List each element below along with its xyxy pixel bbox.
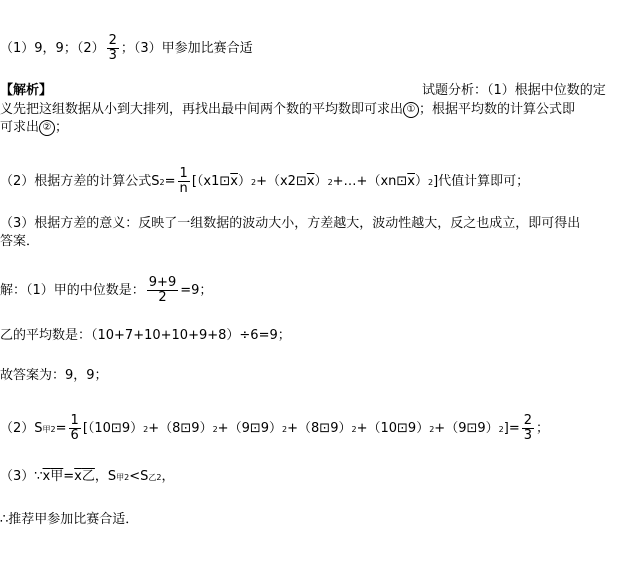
answer-part3: ；（3）甲参加比赛合适 bbox=[120, 41, 253, 56]
variance-result-fraction: $\frac{2}{3}$ bbox=[523, 413, 532, 443]
variance-one-sixth: $\frac{1}{6}$ bbox=[70, 413, 79, 443]
solution-conclusion: ∴推荐甲参加比赛合适． bbox=[0, 512, 139, 527]
median-fraction: $\frac{9+9}{2}$ bbox=[148, 275, 177, 305]
circle-one: ① bbox=[403, 102, 419, 118]
answer-line bbox=[0, 34, 253, 63]
analysis-header bbox=[0, 82, 630, 100]
analysis-line3: 可求出 ② ； bbox=[0, 120, 69, 135]
meaning-line2: 答案． bbox=[0, 234, 40, 249]
analysis-line2: 义先把这组数据从小到大排列，再找出最中间两个数的平均数即可求出 ① ；根据平均数的计算公式即 bbox=[0, 102, 576, 117]
solution-variance: （2）S甲2= $\frac{1}{6}$ [（10⊡9）2+（8⊡9）2+（9⊡9）2+（8⊡9）2+（10⊡9）2+（9⊡9）2]= $\frac{2}{3}$ ； bbox=[0, 413, 550, 443]
circle-two: ② bbox=[39, 120, 55, 136]
variance-formula: （2）根据方差的计算公式S2= $\frac{1}{n}$ $[(x1⊡\overline{x})2+(x2⊡\overline{x})2+\dots+(xn⊡\overline{x})2]$代值计算即可； bbox=[0, 166, 530, 196]
answer-fraction: $\frac{2}{3}$ bbox=[108, 33, 117, 63]
analysis-intro: 试题分析：（1）根据中位数的定 bbox=[422, 83, 606, 98]
solution-median: 解：（1）甲的中位数是： $\frac{9+9}{2}$ =9； bbox=[0, 275, 213, 305]
solution-answer: 故答案为：9，9； bbox=[0, 368, 108, 383]
variance-fraction: $\frac{1}{n}$ bbox=[179, 166, 188, 196]
solution-compare: $(3)\because\overline{x}$甲$=\overline{x}$乙，S甲2<S乙2， bbox=[0, 469, 175, 484]
meaning-line1: （3）根据方差的意义：反映了一组数据的波动大小，方差越大，波动性越大，反之也成立，即可得出 bbox=[0, 216, 581, 231]
solution-mean: 乙的平均数是：（10+7+10+10+9+8）÷6=9； bbox=[0, 328, 291, 343]
answer-part1: （1）9，9；（2） bbox=[0, 41, 105, 56]
analysis-tag: 【解析】 bbox=[0, 83, 53, 98]
